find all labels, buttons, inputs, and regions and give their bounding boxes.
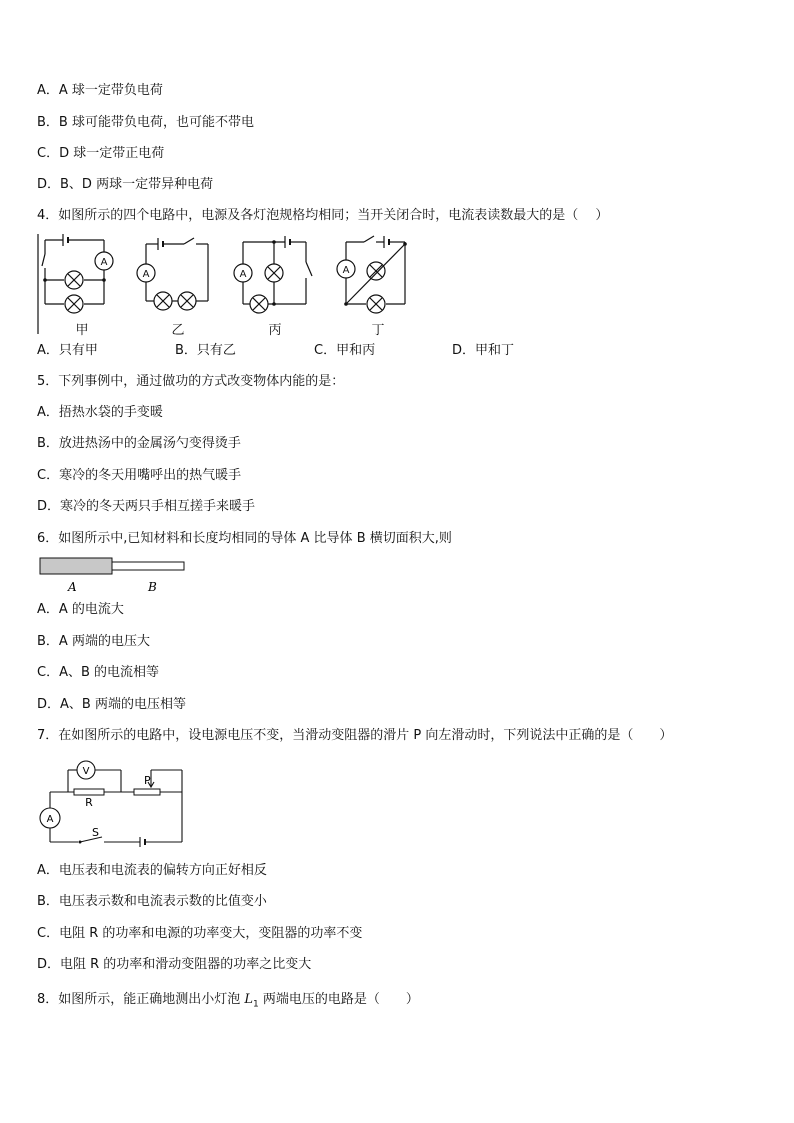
ammeter-label: A [46, 814, 54, 825]
q7-circuit-figure [36, 756, 196, 851]
slider-label: P [144, 774, 151, 787]
q4-ammeter-yi: A [142, 269, 150, 280]
q6-option-b: B．A 两端的电压大 [37, 634, 150, 649]
q5-option-c: C．寒冷的冬天用嘴呼出的热气暖手 [37, 468, 242, 483]
circuit-jia [38, 234, 113, 334]
q8-stem-before: 8．如图所示，能正确地测出小灯泡 [37, 992, 245, 1007]
q7-option-c: C．电阻 R 的功率和电源的功率变大，变阻器的功率不变 [37, 926, 363, 941]
q7-option-a: A．电压表和电流表的偏转方向正好相反 [37, 863, 267, 878]
q3-option-a: A．A 球一定带负电荷 [37, 83, 163, 98]
q4-stem: 4．如图所示的四个电路中，电源及各灯泡规格均相同；当开关闭合时，电流表读数最大的是（ ） [37, 208, 609, 223]
resistor-label: R [85, 796, 93, 809]
voltmeter-label: V [82, 766, 90, 777]
q6-option-a: A．A 的电流大 [37, 602, 124, 617]
q4-ammeter-bing: A [239, 269, 247, 280]
q8-lamp-subscript: 1 [253, 999, 259, 1010]
q7-option-b: B．电压表示数和电流表示数的比值变小 [37, 894, 267, 909]
q5-option-b: B．放进热汤中的金属汤勺变得烫手 [37, 436, 241, 451]
q4-circuit-figures [0, 226, 794, 346]
q7-option-d: D．电阻 R 的功率和滑动变阻器的功率之比变大 [37, 957, 312, 972]
q8-stem [37, 991, 419, 1014]
q6-conductor-figure [38, 556, 198, 596]
q4-label-bing: 丙 [268, 323, 282, 338]
q8-lamp-symbol: L [244, 992, 254, 1007]
rheostat [134, 789, 160, 795]
q5-option-a: A．捂热水袋的手变暖 [37, 405, 163, 420]
q4-option-b: B．只有乙 [175, 343, 236, 358]
q3-option-c: C．D 球一定带正电荷 [37, 146, 165, 161]
q4-option-a: A．只有甲 [37, 343, 98, 358]
q4-option-d: D．甲和丁 [452, 343, 515, 358]
q4-options [37, 342, 597, 360]
conductor-a-label: A [68, 580, 77, 594]
q4-ammeter-ding: A [342, 265, 350, 276]
q4-label-ding: 丁 [371, 323, 385, 338]
q5-option-d: D．寒冷的冬天两只手相互搓手来暖手 [37, 499, 256, 514]
q4-label-jia: 甲 [75, 323, 89, 338]
q6-option-d: D．A、B 两端的电压相等 [37, 697, 186, 712]
conductor-a [40, 558, 112, 574]
resistor-r [74, 789, 104, 795]
conductor-b-label: B [148, 580, 157, 594]
q7-stem: 7．在如图所示的电路中，设电源电压不变，当滑动变阻器的滑片 P 向左滑动时，下列说法中正确的是（ ） [37, 728, 673, 743]
q4-ammeter-jia: A [100, 257, 108, 268]
q3-option-b: B．B 球可能带负电荷，也可能不带电 [37, 115, 254, 130]
q5-stem: 5．下列事例中，通过做功的方式改变物体内能的是： [37, 374, 345, 389]
conductor-b [112, 562, 184, 570]
q6-option-c: C．A、B 的电流相等 [37, 665, 160, 680]
q6-stem: 6．如图所示中,已知材料和长度均相同的导体 A 比导体 B 横切面积大,则 [37, 531, 452, 546]
q3-option-d: D．B、D 两球一定带异种电荷 [37, 177, 214, 192]
q4-label-yi: 乙 [171, 323, 185, 338]
switch-label: S [92, 826, 99, 839]
q4-option-c: C．甲和丙 [314, 343, 376, 358]
q8-stem-after: 两端电压的电路是（ ） [258, 992, 419, 1007]
